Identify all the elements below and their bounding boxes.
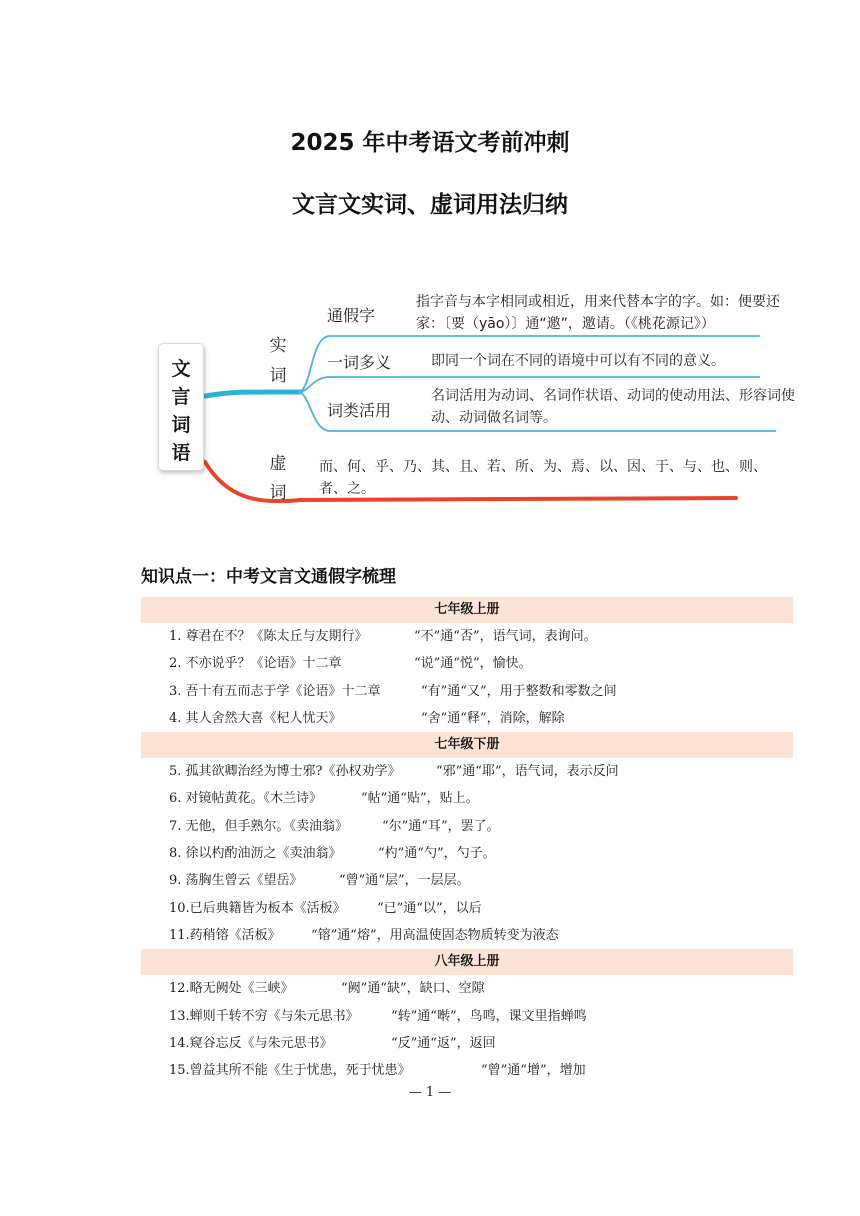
- table-row: [141, 758, 793, 785]
- row-source: 12.略无阙处《三峡》: [169, 981, 294, 997]
- row-source: 15.曾益其所不能《生于忧患，死于忧患》: [169, 1063, 411, 1079]
- row-note: “镕”通“熔”，用高温使固态物质转变为液态: [311, 927, 559, 943]
- desc-line: 而、何、乎、乃、其、且、若、所、为、焉、以、因、于、与、也、则、: [319, 459, 767, 475]
- row-note: “尔”通“耳”，罢了。: [382, 818, 500, 834]
- table-row: [141, 975, 793, 1002]
- desc-line: 动、动词做名词等。: [431, 410, 557, 426]
- row-note: “说”通“悦”，愉快。: [414, 656, 532, 672]
- row-note: “不”通“否”，语气词，表询问。: [414, 629, 597, 644]
- mindmap-xuci-char: 词: [269, 483, 287, 503]
- mindmap-branch-desc: [416, 291, 780, 335]
- page-subtitle: 文言文实词、虚词用法归纳: [292, 192, 568, 218]
- table-row: [141, 867, 793, 894]
- row-source: 14.窥谷忘反《与朱元思书》: [169, 1035, 333, 1051]
- row-note: “阙”通“缺”，缺口、空隙: [341, 981, 485, 997]
- desc-line: 名词活用为动词、名词作状语、动词的使动用法、形容词使: [431, 388, 795, 404]
- table-row: [141, 922, 793, 949]
- desc-line: 者、之。: [319, 481, 375, 497]
- row-source: 3. 吾十有五而志于学《论语》十二章: [169, 683, 381, 699]
- row-note: “曾”通“增”，增加: [481, 1063, 586, 1079]
- row-source: 11.药稍镕《活板》: [169, 927, 281, 943]
- row-note: “转”通“啭”，鸟鸣，课文里指蝉鸣: [391, 1008, 587, 1024]
- row-source: 10.已后典籍皆为板本《活板》: [169, 900, 346, 916]
- table-row: [141, 678, 793, 705]
- row-source: 5. 孤其欲卿治经为博士邪?《孙权劝学》: [169, 764, 401, 780]
- mindmap-trunk-shici: [205, 392, 300, 396]
- page-number: — 1 —: [408, 1085, 452, 1100]
- row-note: “曾”通“层”，一层层。: [339, 873, 470, 889]
- table-row: [141, 1003, 793, 1030]
- row-source: 4. 其人舍然大喜《杞人忧天》: [169, 710, 342, 726]
- mindmap-branch-label: 词类活用: [327, 401, 392, 420]
- table-row: [141, 895, 793, 922]
- mindmap-root-char: 言: [171, 386, 191, 408]
- table-row: [141, 705, 793, 732]
- table-row: [141, 1030, 793, 1057]
- table-row: [141, 813, 793, 840]
- row-source: 1. 尊君在不？《陈太丘与友期行》: [169, 629, 368, 644]
- row-source: 2. 不亦说乎？《论语》十二章: [169, 656, 342, 672]
- mindmap-root-char: 文: [171, 358, 191, 380]
- tongjiazi-table: [141, 597, 793, 1084]
- mindmap-branch-label: 通假字: [327, 306, 376, 325]
- row-note: “已”通“以”，以后: [377, 900, 482, 916]
- desc-line: 家：〔要（yāo）〕通“邀”，邀请。（《桃花源记》）: [416, 316, 715, 332]
- table-row: [141, 840, 793, 867]
- mindmap-root-char: 词: [171, 414, 191, 436]
- mindmap-root-char: 语: [171, 442, 191, 464]
- table-row: [141, 785, 793, 812]
- mindmap-branch-desc: [431, 350, 725, 372]
- row-source: 8. 徐以杓酌油沥之《卖油翁》: [169, 846, 342, 862]
- table-row: [141, 650, 793, 677]
- row-note: “杓”通“勺”，勺子。: [378, 846, 496, 862]
- row-note: “帖”通“贴”，贴上。: [361, 791, 479, 807]
- row-note: “舍”通“释”，消除，解除: [421, 710, 565, 726]
- row-note: “邪”通“耶”，语气词，表示反问: [436, 764, 619, 780]
- desc-line: 即同一个词在不同的语境中可以有不同的意义。: [431, 353, 725, 369]
- mindmap-shici-char: 实: [269, 336, 287, 356]
- grade-header: 八年级上册: [141, 949, 793, 975]
- grade-header: 七年级上册: [141, 597, 793, 623]
- row-note: “有”通“又”，用于整数和零数之间: [421, 683, 617, 699]
- grade-header: 七年级下册: [141, 732, 793, 758]
- mindmap-branch-label: 一词多义: [327, 353, 392, 372]
- row-source: 13.蝉则千转不穷《与朱元思书》: [169, 1008, 359, 1024]
- row-source: 6. 对镜帖黄花。《木兰诗》: [169, 791, 323, 807]
- mindmap-branch-desc: [431, 385, 795, 429]
- row-note: “反”通“返”，返回: [391, 1035, 496, 1051]
- mindmap-shici-char: 词: [269, 366, 287, 386]
- page-title: 2025 年中考语文考前冲刺: [290, 130, 570, 156]
- knowledge-point-title: 知识点一：中考文言文通假字梳理: [141, 567, 396, 587]
- table-row: [141, 1057, 793, 1084]
- desc-line: 指字音与本字相同或相近，用来代替本字的字。如：便要还: [416, 294, 780, 310]
- mindmap-root: [158, 343, 204, 471]
- mindmap-xuci-char: 虚: [269, 454, 287, 474]
- table-row: [141, 623, 793, 650]
- row-source: 9. 荡胸生曾云《望岳》: [169, 873, 303, 889]
- mindmap-xuci-desc: [319, 456, 767, 500]
- row-source: 7. 无他，但手熟尔。《卖油翁》: [169, 818, 349, 834]
